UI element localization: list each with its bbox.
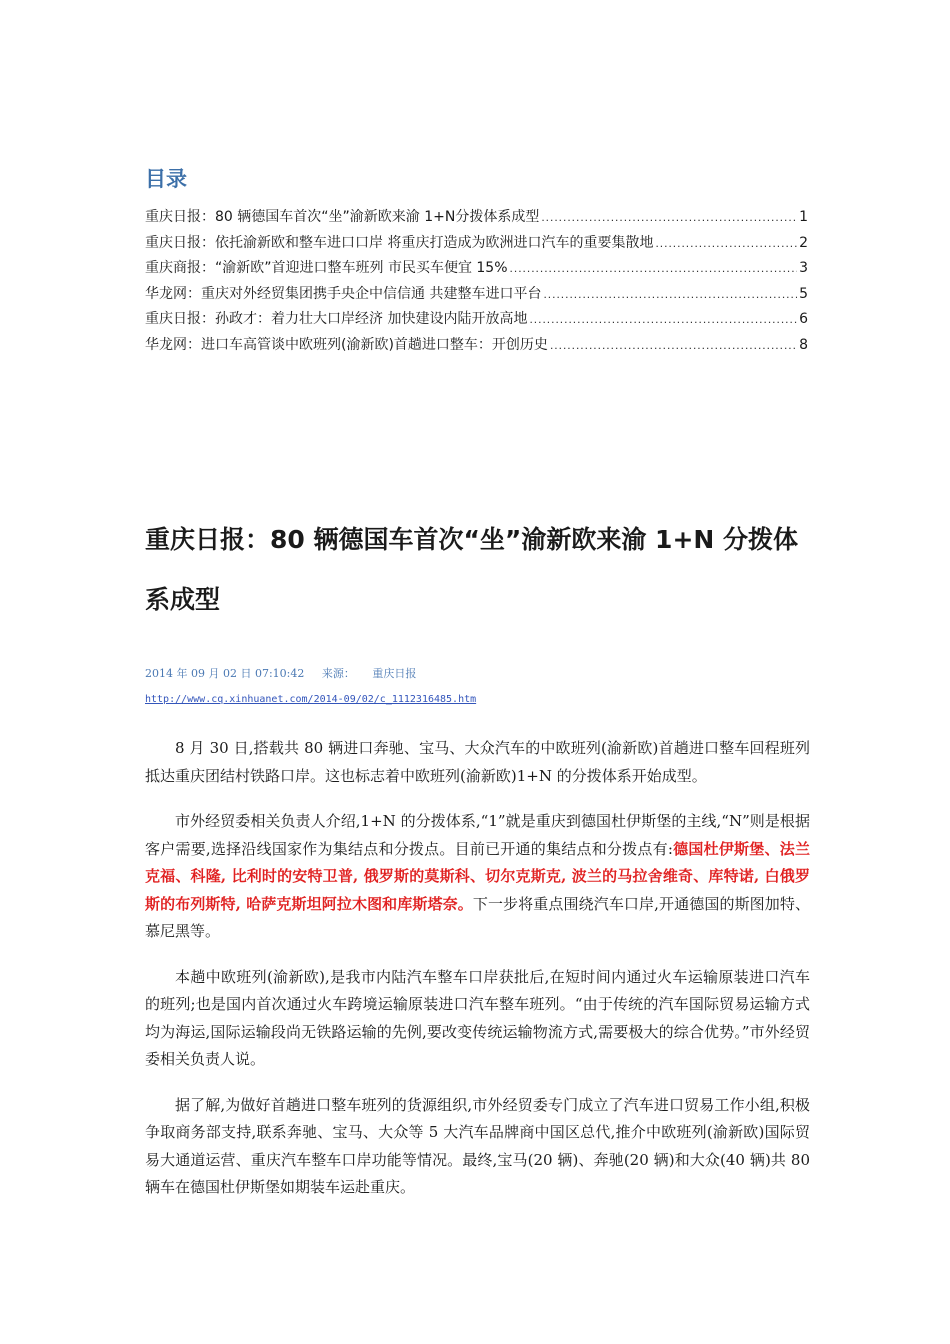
paragraph-text: 市外经贸委相关负责人介绍,1+N 的分拨体系,“1”就是重庆到德国杜伊斯堡的主线,“N”则是根据客户需要,选择沿线国家作为集结点和分拨点。目前已开通的集结点和分拨点有: [145,812,810,858]
toc-page-number[interactable]: 8 [799,336,808,353]
toc-entry[interactable] [145,333,808,359]
toc-leader-dots [655,231,797,257]
article-title: 重庆日报：80 辆德国车首次“坐”渝新欧来渝 1+N 分拨体系成型 [145,525,799,614]
toc-page-number[interactable]: 1 [799,209,808,225]
toc-entry-title[interactable]: 华龙网：重庆对外经贸集团携手央企中信信通 共建整车进口平台 [145,285,542,302]
toc-page-number[interactable]: 6 [799,311,808,328]
table-of-contents [145,205,808,359]
toc-page-number[interactable]: 5 [799,285,808,302]
toc-leader-dots [550,333,797,359]
paragraph-text: 下一步将重点围绕汽车口岸,开通德国的斯图加特、慕尼黑等。 [145,894,810,940]
paragraph: 8 月 30 日,搭载共 80 辆进口奔驰、宝马、大众汽车的中欧班列(渝新欧)首趟进口整车回程班列抵达重庆团结村铁路口岸。这也标志着中欧班列(渝新欧)1+N 的分拨体系开始成型。 [145,739,810,785]
source-name: 重庆日报 [372,667,417,680]
toc-leader-dots [543,282,797,308]
toc-page-number[interactable]: 2 [799,234,808,251]
toc-entry[interactable] [145,282,808,308]
toc-page-number[interactable]: 3 [799,260,808,277]
toc-entry[interactable] [145,307,808,333]
paragraph: 据了解,为做好首趟进口整车班列的货源组织,市外经贸委专门成立了汽车进口贸易工作小组,积极争取商务部支持,联系奔驰、宝马、大众等 5 大汽车品牌商中国区总代,推介中欧班列(渝新欧)国际贸易大通道运营、重庆汽车整车口岸功能等情况。最终,宝马(20 辆)、奔驰(20 辆)和大众(40 辆)共 80 辆车在德国杜伊斯堡如期装车运赴重庆。 [145,1095,810,1196]
toc-entry-title[interactable]: 重庆商报：“渝新欧”首迎进口整车班列 市民买车便宜 15% [145,260,508,277]
paragraph: 本趟中欧班列(渝新欧),是我市内陆汽车整车口岸获批后,在短时间内通过火车运输原装进口汽车的班列;也是国内首次通过火车跨境运输原装进口汽车整车班列。“由于传统的汽车国际贸易运输方式均为海运,国际运输段尚无铁路运输的先例,要改变传统运输物流方式,需要极大的综合优势。”市外经贸委相关负责人说。 [145,967,810,1068]
article-meta [145,665,430,681]
toc-entry[interactable] [145,256,808,282]
toc-entry-title[interactable]: 重庆日报：孙政才：着力壮大口岸经济 加快建设内陆开放高地 [145,311,528,328]
toc-entry-title[interactable]: 重庆日报：80 辆德国车首次“坐”渝新欧来渝 1+N分拨体系成型 [145,209,540,225]
toc-leader-dots [541,205,797,231]
highlighted-locations: 德国杜伊斯堡、法兰克福、科隆, 比利时的安特卫普, 俄罗斯的莫斯科、切尔克斯克, 波兰的马拉舍维奇、库特诺, 白俄罗斯的布列斯特, 哈萨克斯坦阿拉木图和库斯塔奈。 [145,839,810,913]
toc-entry[interactable] [145,231,808,257]
toc-leader-dots [510,256,798,282]
toc-entry[interactable] [145,205,808,231]
toc-leader-dots [529,307,797,333]
source-label: 来源： [321,667,355,680]
toc-entry-title[interactable]: 华龙网：进口车高管谈中欧班列(渝新欧)首趟进口整车：开创历史 [145,336,548,353]
article-body [145,735,810,1220]
source-url-link[interactable]: http://www.cq.xinhuanet.com/2014-09/02/c_1112316485.htm [145,694,477,705]
paragraph [145,808,810,946]
publish-date: 2014 年 09 月 02 日 07:10:42 [145,667,305,680]
toc-heading: 目录 [145,167,187,191]
toc-entry-title[interactable]: 重庆日报：依托渝新欧和整车进口口岸 将重庆打造成为欧洲进口汽车的重要集散地 [145,234,654,251]
